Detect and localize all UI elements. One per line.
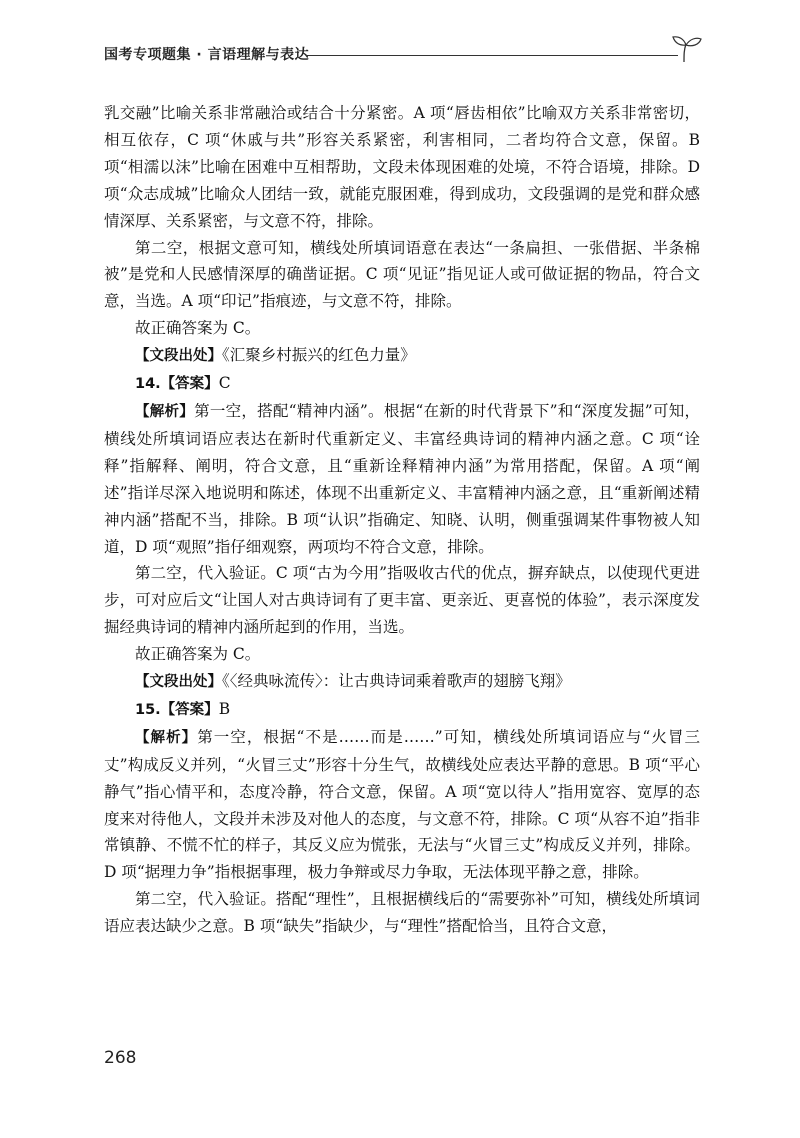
page-number: 268: [104, 1048, 137, 1068]
answer-explanations: [104, 100, 700, 940]
analysis-paragraph: 【解析】第一空，根据“不是……而是……”可知，横线处所填词语应与“火冒三丈”构成反义并列，“火冒三丈”形容十分生气，故横线处应表达平静的意思。B 项“平心静气”指心情平和，态度冷静，符合文意，保留。A 项“宽以待人”指用宽容、宽厚的态度来对待他人，文段并未涉及对他人的态度，与文意不符，排除。C 项“从容不迫”指非常镇静、不慌不忙的样子，其反义应为慌张，无法与“火冒三丈”构成反义并列，排除。D 项“据理力争”指根据事理，极力争辩或尽力争取，无法体现平静之意，排除。: [104, 727, 700, 882]
paragraph: 乳交融”比喻关系非常融洽或结合十分紧密。A 项“唇齿相依”比喻双方关系非常密切，相互依存，C 项“休戚与共”形容关系紧密，利害相同，二者均符合文意，保留。B 项“相濡以沫”比喻在困难中互相帮助，文段未体现困难的处境，不符合语境，排除。D 项“众志成城”比喻众人团结一致，就能克服困难，得到成功，文段强调的是党和群众感情深厚、关系紧密，与文意不符，排除。: [104, 104, 700, 230]
conclusion: 故正确答案为 C。: [135, 319, 261, 338]
source-citation: 【文段出处】《〈经典咏流传〉：让古典诗词乘着歌声的翅膀飞翔》: [135, 672, 571, 691]
paragraph: 第二空，代入验证。C 项“古为今用”指吸收古代的优点，摒弃缺点，以使现代更进步，可对应后文“让国人对古典诗词有了更丰富、更亲近、更喜悦的体验”，表示深度发掘经典诗词的精神内涵所起到的作用，当选。: [104, 564, 700, 637]
header-rule: [306, 55, 678, 56]
paragraph: 第二空，根据文意可知，横线处所填词语意在表达“一条扁担、一张借据、半条棉被”是党和人民感情深厚的确凿证据。C 项“见证”指见证人或可做证据的物品，符合文意，当选。A 项“印记”指痕迹，与文意不符，排除。: [104, 238, 700, 311]
conclusion: 故正确答案为 C。: [135, 645, 261, 664]
answer-heading: 14.【答案】C: [135, 374, 231, 393]
header-title: 国考专项题集 · 言语理解与表达: [104, 47, 310, 63]
sprout-icon: [670, 34, 704, 64]
paragraph: 第二空，代入验证。搭配“理性”，且根据横线后的“需要弥补”可知，横线处所填词语应表达缺少之意。B 项“缺失”指缺少，与“理性”搭配恰当，且符合文意，: [104, 890, 700, 936]
source-citation: 【文段出处】《汇聚乡村振兴的红色力量》: [135, 346, 416, 365]
running-header: [104, 34, 700, 70]
answer-heading: 15.【答案】B: [135, 699, 231, 718]
analysis-paragraph: 【解析】第一空，搭配“精神内涵”。根据“在新的时代背景下”和“深度发掘”可知，横线处所填词语应表达在新时代重新定义、丰富经典诗词的精神内涵之意。C 项“诠释”指解释、阐明，符合文意，且“重新诠释精神内涵”为常用搭配，保留。A 项“阐述”指详尽深入地说明和陈述，体现不出重新定义、丰富精神内涵之意，且“重新阐述精神内涵”搭配不当，排除。B 项“认识”指确定、知晓、认明，侧重强调某件事物被人知道，D 项“观照”指仔细观察，两项均不符合文意，排除。: [104, 401, 701, 556]
